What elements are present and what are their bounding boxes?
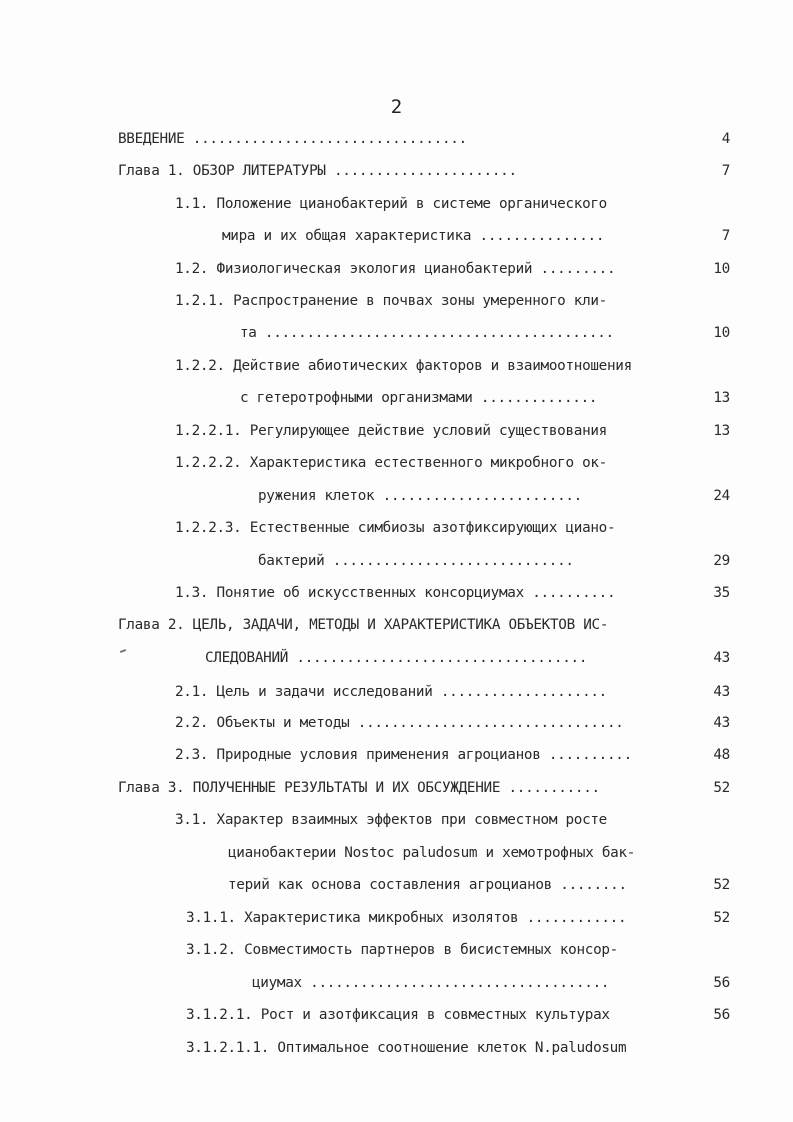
page-number: 2 xyxy=(390,96,403,118)
toc-entry-page: 35 xyxy=(713,585,730,601)
toc-entry-text: 3.1.2. Совместимость партнеров в бисистемных консор- xyxy=(186,942,618,958)
toc-line xyxy=(175,712,730,734)
toc-entry-page: 48 xyxy=(713,747,730,763)
toc-entry-page: 52 xyxy=(713,910,730,926)
toc-line xyxy=(118,777,730,799)
toc-entry-text: 3.1. Характер взаимных эффектов при совместном росте xyxy=(175,812,607,828)
toc-line xyxy=(186,907,730,929)
toc-entry-page: 10 xyxy=(713,325,730,341)
toc-entry-text: 3.1.2.1.1. Оптимальное соотношение клеток N.paludosum xyxy=(186,1040,627,1056)
toc-entry-page: 29 xyxy=(713,553,730,569)
toc-entry-page: 43 xyxy=(713,650,730,666)
toc-entry-text: 3.1.1. Характеристика микробных изолятов ............ xyxy=(186,910,627,926)
scan-speck xyxy=(120,649,126,653)
toc-entry-text: 1.2.2.3. Естественные симбиозы азотфиксирующих циано- xyxy=(175,520,616,536)
toc-line xyxy=(228,874,730,896)
toc-entry-text: терий как основа составления агроцианов ........ xyxy=(228,877,627,893)
toc-entry-text: Глава 1. ОБЗОР ЛИТЕРАТУРЫ ...................... xyxy=(118,163,517,179)
toc-entry-text: ружения клеток ........................ xyxy=(258,488,582,504)
toc-line xyxy=(175,193,730,215)
toc-line xyxy=(175,517,730,539)
toc-entry-text: 1.2. Физиологическая экология цианобактерий ......... xyxy=(175,261,616,277)
toc-line xyxy=(175,744,730,766)
toc-line xyxy=(186,939,730,961)
toc-entry-page: 13 xyxy=(713,390,730,406)
toc-entry-page: 56 xyxy=(713,1007,730,1023)
toc-entry-text: 1.2.1. Распространение в почвах зоны умеренного кли- xyxy=(175,293,607,309)
toc-line xyxy=(175,258,730,280)
toc-line xyxy=(252,972,730,994)
toc-entry-page: 7 xyxy=(721,228,730,244)
toc-entry-page: 52 xyxy=(713,780,730,796)
toc-line xyxy=(175,582,730,604)
toc-line xyxy=(175,452,730,474)
toc-line xyxy=(118,128,730,150)
toc-entry-text: 2.2. Объекты и методы ................................ xyxy=(175,715,624,731)
toc-line xyxy=(118,160,730,182)
toc-entry-text: 1.1. Положение цианобактерий в системе органического xyxy=(175,196,607,212)
toc-entry-text: Глава 2. ЦЕЛЬ, ЗАДАЧИ, МЕТОДЫ И ХАРАКТЕРИСТИКА ОБЪЕКТОВ ИС- xyxy=(118,617,609,633)
toc-entry-text: 1.3. Понятие об искусственных консорциумах .......... xyxy=(175,585,616,601)
toc-line xyxy=(258,550,730,572)
toc-line xyxy=(175,355,730,377)
toc-line xyxy=(240,322,730,344)
toc-entry-page: 43 xyxy=(713,684,730,700)
toc-entry-text: бактерий ............................. xyxy=(258,553,574,569)
toc-entry-text: ВВЕДЕНИЕ ................................. xyxy=(118,131,467,147)
toc-line xyxy=(175,290,730,312)
toc-line xyxy=(258,485,730,507)
toc-entry-text: та .......................................... xyxy=(240,325,614,341)
toc-entry-text: 1.2.2. Действие абиотических факторов и взаимоотношения xyxy=(175,358,632,374)
toc-line xyxy=(240,387,730,409)
toc-entry-text: мира и их общая характеристика ............... xyxy=(222,228,605,244)
toc-entry-page: 52 xyxy=(713,877,730,893)
toc-line xyxy=(186,1037,730,1059)
toc-entry-text: 2.3. Природные условия применения агроцианов .......... xyxy=(175,747,632,763)
toc-line xyxy=(205,647,730,669)
toc-line xyxy=(118,614,730,636)
toc-line xyxy=(222,225,730,247)
toc-entry-page: 7 xyxy=(721,163,730,179)
toc-entry-text: 1.2.2.2. Характеристика естественного микробного ок- xyxy=(175,455,607,471)
toc-entry-text: циумах .................................... xyxy=(252,975,610,991)
toc-line xyxy=(175,420,730,442)
toc-entry-text: 3.1.2.1. Рост и азотфиксация в совместных культурах xyxy=(186,1007,610,1023)
toc-entry-text: Глава 3. ПОЛУЧЕННЫЕ РЕЗУЛЬТАТЫ И ИХ ОБСУЖДЕНИЕ ........... xyxy=(118,780,600,796)
toc-entry-text: 1.2.2.1. Регулирующее действие условий существования xyxy=(175,423,607,439)
toc-entry-page: 24 xyxy=(713,488,730,504)
toc-line xyxy=(175,681,730,703)
toc-entry-page: 4 xyxy=(721,131,730,147)
toc-entry-text: СЛЕДОВАНИЙ ................................... xyxy=(205,650,588,666)
toc-line xyxy=(228,842,730,864)
toc-entry-text: 2.1. Цель и задачи исследований .................... xyxy=(175,684,607,700)
toc-entry-page: 13 xyxy=(713,423,730,439)
toc-entry-page: 43 xyxy=(713,715,730,731)
toc-line xyxy=(175,809,730,831)
toc-entry-page: 10 xyxy=(713,261,730,277)
toc-entry-text: цианобактерии Nostoc paludosum и хемотрофных бак- xyxy=(228,845,636,861)
toc-entry-page: 56 xyxy=(713,975,730,991)
toc-entry-text: с гетеротрофными организмами .............. xyxy=(240,390,598,406)
toc-line xyxy=(186,1004,730,1026)
